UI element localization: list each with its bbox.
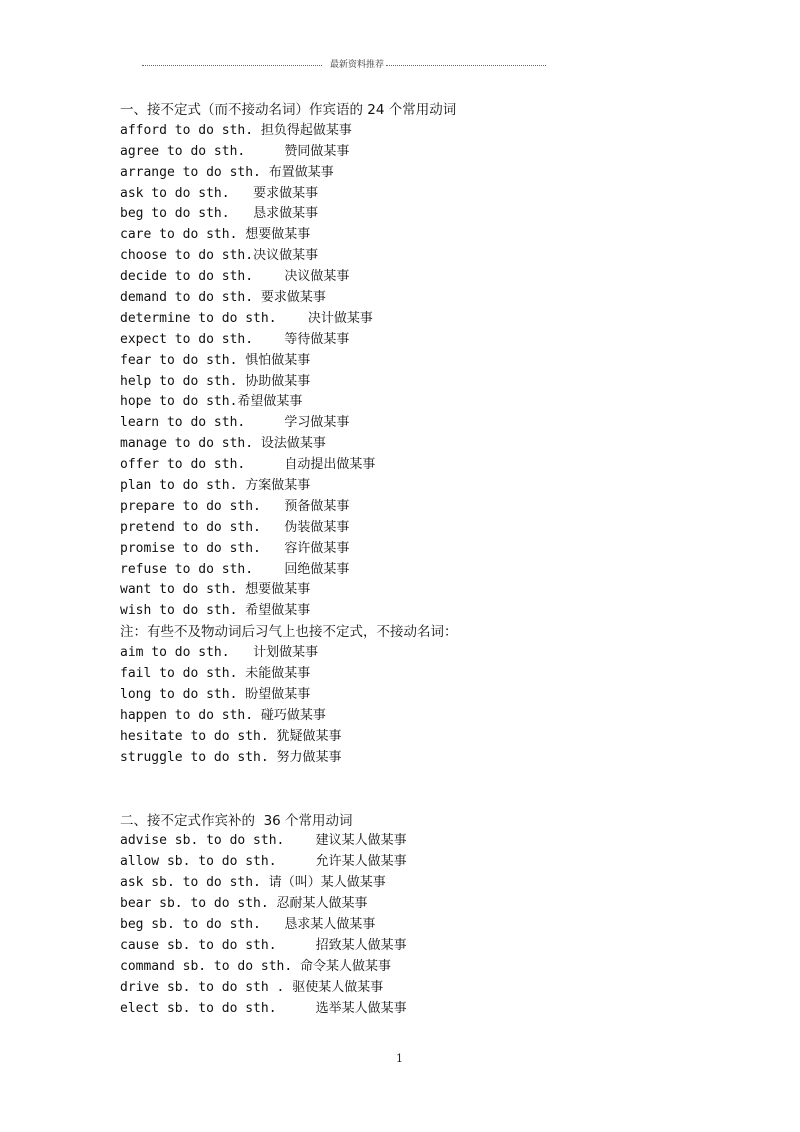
verb-phrase: prepare to do sth. [120, 498, 285, 514]
verb-meaning: 碰巧做某事 [260, 707, 326, 723]
verb-entry [120, 434, 720, 455]
verb-meaning: 想要做某事 [245, 582, 311, 598]
verb-meaning: 恳求做某事 [253, 206, 319, 222]
verb-meaning: 方案做某事 [245, 478, 311, 494]
verb-entry [120, 413, 720, 434]
section2-verb-list [120, 831, 720, 1019]
verb-meaning: 回绝做某事 [284, 561, 350, 577]
verb-phrase: ask sb. to do sth. [120, 875, 269, 891]
verb-entry [120, 894, 720, 915]
page-number: 1 [396, 1052, 403, 1065]
verb-phrase: decide to do sth. [120, 269, 285, 285]
verb-phrase: help to do sth. [120, 373, 246, 389]
verb-meaning: 容许做某事 [284, 540, 350, 556]
verb-phrase: offer to do sth. [120, 457, 285, 473]
section1-note-verb-list [120, 643, 720, 768]
verb-meaning: 惧怕做某事 [245, 352, 311, 368]
verb-entry [120, 204, 720, 225]
verb-meaning: 未能做某事 [245, 666, 311, 682]
verb-meaning: 预备做某事 [284, 498, 350, 514]
verb-meaning: 请（叫）某人做某事 [268, 875, 386, 891]
verb-phrase: afford to do sth. [120, 122, 261, 138]
verb-meaning: 决议做某事 [284, 269, 350, 285]
verb-meaning: 盼望做某事 [245, 686, 311, 702]
verb-entry [120, 643, 720, 664]
verb-entry [120, 915, 720, 936]
verb-meaning: 想要做某事 [245, 227, 311, 243]
verb-entry [120, 246, 720, 267]
verb-meaning: 决计做某事 [307, 310, 373, 326]
verb-phrase: aim to do sth. [120, 645, 254, 661]
page-header [142, 57, 546, 71]
verb-phrase: cause sb. to do sth. [120, 937, 316, 953]
header-text: 最新资料推荐 [330, 60, 385, 70]
verb-entry [120, 936, 720, 957]
verb-entry [120, 873, 720, 894]
verb-phrase: bear sb. to do sth. [120, 896, 277, 912]
verb-meaning: 努力做某事 [276, 749, 342, 765]
verb-meaning: 要求做某事 [253, 185, 319, 201]
verb-meaning: 计划做某事 [253, 645, 319, 661]
verb-phrase: fear to do sth. [120, 352, 246, 368]
verb-entry [120, 288, 720, 309]
verb-phrase: hope to do sth. [120, 394, 238, 410]
verb-meaning: 希望做某事 [237, 394, 303, 410]
verb-phrase: promise to do sth. [120, 540, 285, 556]
verb-phrase: drive sb. to do sth . [120, 979, 293, 995]
section2-heading: 二、接不定式作宾补的 36 个常用动词 [120, 812, 353, 829]
verb-meaning: 恳求某人做某事 [284, 916, 376, 932]
verb-phrase: fail to do sth. [120, 666, 246, 682]
verb-entry [120, 978, 720, 999]
header-dotted-rule-right [386, 65, 546, 66]
verb-phrase: arrange to do sth. [120, 164, 269, 180]
verb-phrase: happen to do sth. [120, 707, 261, 723]
verb-meaning: 驱使某人做某事 [292, 979, 384, 995]
verb-phrase: wish to do sth. [120, 603, 246, 619]
document-body [120, 100, 720, 1019]
verb-phrase: struggle to do sth. [120, 749, 277, 765]
section-gap [120, 769, 720, 811]
verb-phrase: allow sb. to do sth. [120, 854, 316, 870]
verb-phrase: determine to do sth. [120, 310, 308, 326]
verb-phrase: beg sb. to do sth. [120, 916, 285, 932]
verb-phrase: long to do sth. [120, 686, 246, 702]
verb-entry [120, 372, 720, 393]
verb-entry [120, 351, 720, 372]
verb-entry [120, 121, 720, 142]
verb-entry [120, 142, 720, 163]
verb-phrase: ask to do sth. [120, 185, 254, 201]
verb-entry [120, 748, 720, 769]
verb-phrase: want to do sth. [120, 582, 246, 598]
verb-entry [120, 601, 720, 622]
verb-meaning: 选举某人做某事 [315, 1000, 407, 1016]
verb-meaning: 命令某人做某事 [300, 958, 392, 974]
verb-phrase: hesitate to do sth. [120, 728, 277, 744]
verb-phrase: expect to do sth. [120, 331, 285, 347]
verb-entry [120, 831, 720, 852]
verb-entry [120, 163, 720, 184]
verb-entry [120, 330, 720, 351]
verb-phrase: elect sb. to do sth. [120, 1000, 316, 1016]
verb-entry [120, 580, 720, 601]
verb-meaning: 设法做某事 [260, 436, 326, 452]
verb-entry [120, 664, 720, 685]
header-dotted-rule-left [142, 65, 322, 66]
verb-phrase: pretend to do sth. [120, 519, 285, 535]
section1-verb-list [120, 121, 720, 622]
verb-phrase: advise sb. to do sth. [120, 833, 316, 849]
verb-meaning: 等待做某事 [284, 331, 350, 347]
verb-meaning: 建议某人做某事 [315, 833, 407, 849]
verb-phrase: demand to do sth. [120, 290, 261, 306]
verb-meaning: 允许某人做某事 [315, 854, 407, 870]
verb-entry [120, 455, 720, 476]
verb-entry [120, 518, 720, 539]
verb-entry [120, 267, 720, 288]
verb-entry [120, 999, 720, 1020]
verb-meaning: 赞同做某事 [284, 143, 350, 159]
verb-meaning: 招致某人做某事 [315, 937, 407, 953]
verb-meaning: 担负得起做某事 [260, 122, 352, 138]
verb-meaning: 布置做某事 [268, 164, 334, 180]
verb-meaning: 希望做某事 [245, 603, 311, 619]
verb-phrase: learn to do sth. [120, 415, 285, 431]
verb-entry [120, 560, 720, 581]
verb-entry [120, 476, 720, 497]
verb-meaning: 忍耐某人做某事 [276, 896, 368, 912]
verb-entry [120, 852, 720, 873]
verb-phrase: manage to do sth. [120, 436, 261, 452]
section1-heading: 一、接不定式（而不接动名词）作宾语的 24 个常用动词 [120, 102, 457, 118]
verb-entry [120, 957, 720, 978]
verb-entry [120, 497, 720, 518]
verb-entry [120, 309, 720, 330]
verb-phrase: care to do sth. [120, 227, 246, 243]
verb-phrase: command sb. to do sth. [120, 958, 301, 974]
verb-entry [120, 539, 720, 560]
verb-entry [120, 706, 720, 727]
verb-entry [120, 225, 720, 246]
section1-note: 注：有些不及物动词后习气上也接不定式，不接动名词： [120, 624, 458, 641]
verb-meaning: 学习做某事 [284, 415, 350, 431]
verb-meaning: 伪装做某事 [284, 519, 350, 535]
verb-entry [120, 184, 720, 205]
verb-meaning: 犹疑做某事 [276, 728, 342, 744]
verb-phrase: agree to do sth. [120, 143, 285, 159]
verb-entry [120, 685, 720, 706]
verb-entry [120, 392, 720, 413]
verb-phrase: plan to do sth. [120, 478, 246, 494]
verb-meaning: 决议做某事 [253, 248, 319, 264]
verb-phrase: choose to do sth. [120, 248, 254, 264]
verb-meaning: 要求做某事 [260, 290, 326, 306]
verb-phrase: refuse to do sth. [120, 561, 285, 577]
verb-phrase: beg to do sth. [120, 206, 254, 222]
verb-entry [120, 727, 720, 748]
verb-meaning: 自动提出做某事 [284, 457, 376, 473]
verb-meaning: 协助做某事 [245, 373, 311, 389]
